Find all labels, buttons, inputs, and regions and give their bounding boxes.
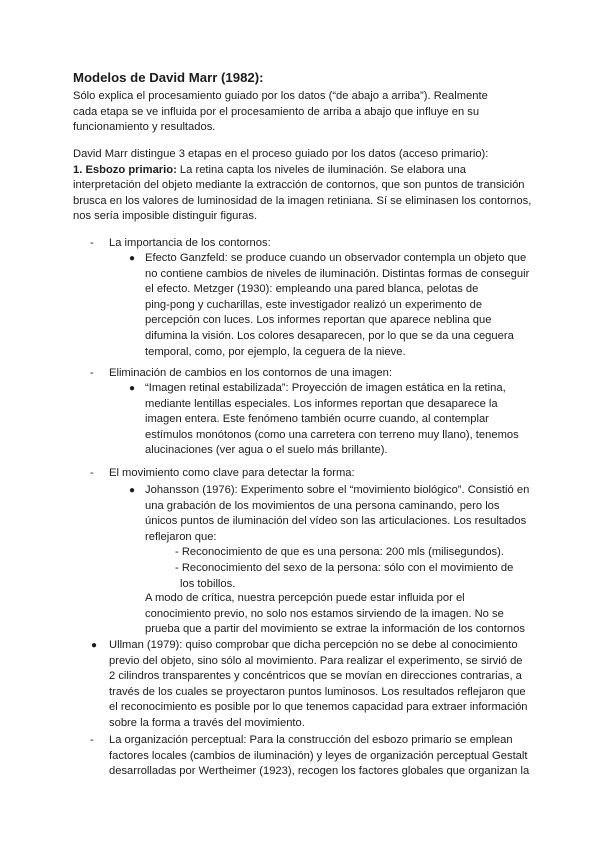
ullman-line: previo del objeto, sino sólo al movimiento. Para realizar el experimento, se sirvió de: [109, 654, 523, 667]
bullet-line: no contiene cambios de niveles de iluminación. Distintas formas de conseguir: [145, 267, 530, 280]
intro-line: funcionamiento y resultados.: [73, 121, 216, 134]
bullet-line: únicos puntos de iluminación del vídeo son las articulaciones. Los resultados: [145, 515, 527, 528]
section-heading-movimiento: El movimiento como clave para detectar la forma:: [109, 467, 355, 479]
stage1-label: 1. Esbozo primario:: [73, 163, 177, 176]
intro-paragraph: [73, 89, 533, 136]
organizacion-line: desarrolladas por Wertheimer (1923), recogen los factores globales que organizan la: [109, 765, 530, 778]
section-heading-contornos: La importancia de los contornos:: [109, 237, 271, 249]
ullman-line: sobre la forma a través del movimiento.: [109, 716, 305, 729]
intro-line: Sólo explica el procesamiento guiado por los datos (“de abajo a arriba”). Realmente: [73, 90, 488, 102]
ullman-line: el reconocimiento es posible por lo que tenemos capacidad para extraer información: [109, 701, 528, 714]
bullet-ganzfeld: [145, 251, 529, 360]
bullet-line: “Imagen retinal estabilizada”: Proyección de imagen estática en la retina,: [145, 382, 506, 394]
bullet-line: temporal, como, por ejemplo, la ceguera de la nieve.: [145, 345, 406, 358]
bullet-line: una grabación de los movimientos de una persona caminando, pero los: [145, 499, 500, 512]
critica-line: prueba que a partir del movimiento se extrae la información de los contornos: [145, 623, 525, 636]
bullet-line: percepción con luces. Los informes reportan que aparece neblina que: [145, 314, 492, 327]
bullet-line: imagen entera. Este fenómeno también ocurre cuando, al contemplar: [145, 413, 489, 426]
bullet-marker: ●: [129, 383, 136, 394]
dash-marker: -: [90, 467, 94, 479]
stage1-first-line: [73, 163, 533, 179]
critica-line: A modo de crítica, nuestra percepción puede estar influida por el: [145, 592, 465, 604]
bullet-line: Efecto Ganzfeld: se produce cuando un observador contempla un objeto que: [145, 252, 527, 264]
result-1: [175, 545, 520, 561]
stages-intro: David Marr distingue 3 etapas en el proceso guiado por los datos (acceso primario):: [73, 148, 489, 160]
bullet-line: alucinaciones (ver agua o el suelo más brillante).: [145, 444, 388, 457]
critica-line: conocimiento previo, no solo nos estamos sirviendo de la imagen. No se: [145, 607, 504, 620]
bullet-marker: ●: [129, 253, 136, 264]
bullet-line: ping-pong y cucharillas, este investigador realizó un experimento de: [145, 298, 483, 311]
ullman-line: Ullman (1979): quiso comprobar que dicha percepción no se debe al conocimiento: [109, 639, 518, 651]
result-line: - Reconocimiento de que es una persona: 200 mls (milisegundos).: [175, 546, 504, 558]
organizacion-line: La organización perceptual: Para la construcción del esbozo primario se emplean: [109, 734, 513, 746]
stage1-line: interpretación del objeto mediante la extracción de contornos, que son puntos de transición: [73, 179, 525, 192]
bullet-imagen-estabilizada: [145, 381, 529, 459]
bullet-marker: ●: [129, 485, 136, 496]
bullet-line: el efecto. Metzger (1930): empleando una pared blanca, pelotas de: [145, 283, 479, 296]
ullman-line: través de los cuales se proyectaron puntos luminosos. Los resultados reflejaron que: [109, 685, 526, 698]
section-heading-eliminacion: Eliminación de cambios en los contornos de una imagen:: [109, 367, 392, 379]
bullet-line: mediante lentillas especiales. Los informes reportan que desaparece la: [145, 397, 498, 410]
dash-marker: -: [90, 734, 94, 746]
bullet-marker: ●: [91, 640, 98, 651]
result-line: - Reconocimiento del sexo de la persona: sólo con el movimiento de: [175, 562, 514, 574]
bullet-ullman: [109, 638, 529, 732]
page-title: Modelos de David Marr (1982):: [73, 70, 264, 85]
bullet-line: estímulos monótonos (como una carretera con terreno muy llano), tenemos: [145, 428, 519, 441]
bullet-line: difumina la visión. Los colores desaparecen, por lo que se da una ceguera: [145, 329, 514, 342]
result-line: los tobillos.: [180, 577, 236, 590]
result-2: [175, 561, 520, 592]
section-organizacion: [109, 733, 529, 780]
bullet-johansson: [145, 483, 529, 545]
ullman-line: 2 cilindros transparentes y concéntricos que se movían en direcciones contrarias, a: [109, 670, 522, 683]
intro-line: cada etapa se ve influida por el procesamiento de arriba a abajo que influye en su: [73, 105, 480, 118]
bullet-line: Johansson (1976): Experimento sobre el “movimiento biológico”. Consistió en: [145, 484, 530, 496]
stage1-first-text: La retina capta los niveles de iluminación. Se elabora una: [176, 163, 467, 176]
stages-paragraph: [73, 147, 533, 225]
bullet-line: reflejaron que:: [145, 530, 217, 543]
critica-paragraph: [145, 591, 529, 638]
stage1-line: brusca en los valores de luminosidad de la imagen retiniana. Sí se eliminasen los contornos,: [73, 194, 532, 207]
organizacion-line: factores locales (cambios de iluminación) y leyes de organización perceptual Gestalt: [109, 749, 528, 762]
stage1-line: nos sería imposible distinguir figuras.: [73, 210, 258, 223]
dash-marker: -: [90, 237, 94, 249]
dash-marker: -: [90, 367, 94, 379]
